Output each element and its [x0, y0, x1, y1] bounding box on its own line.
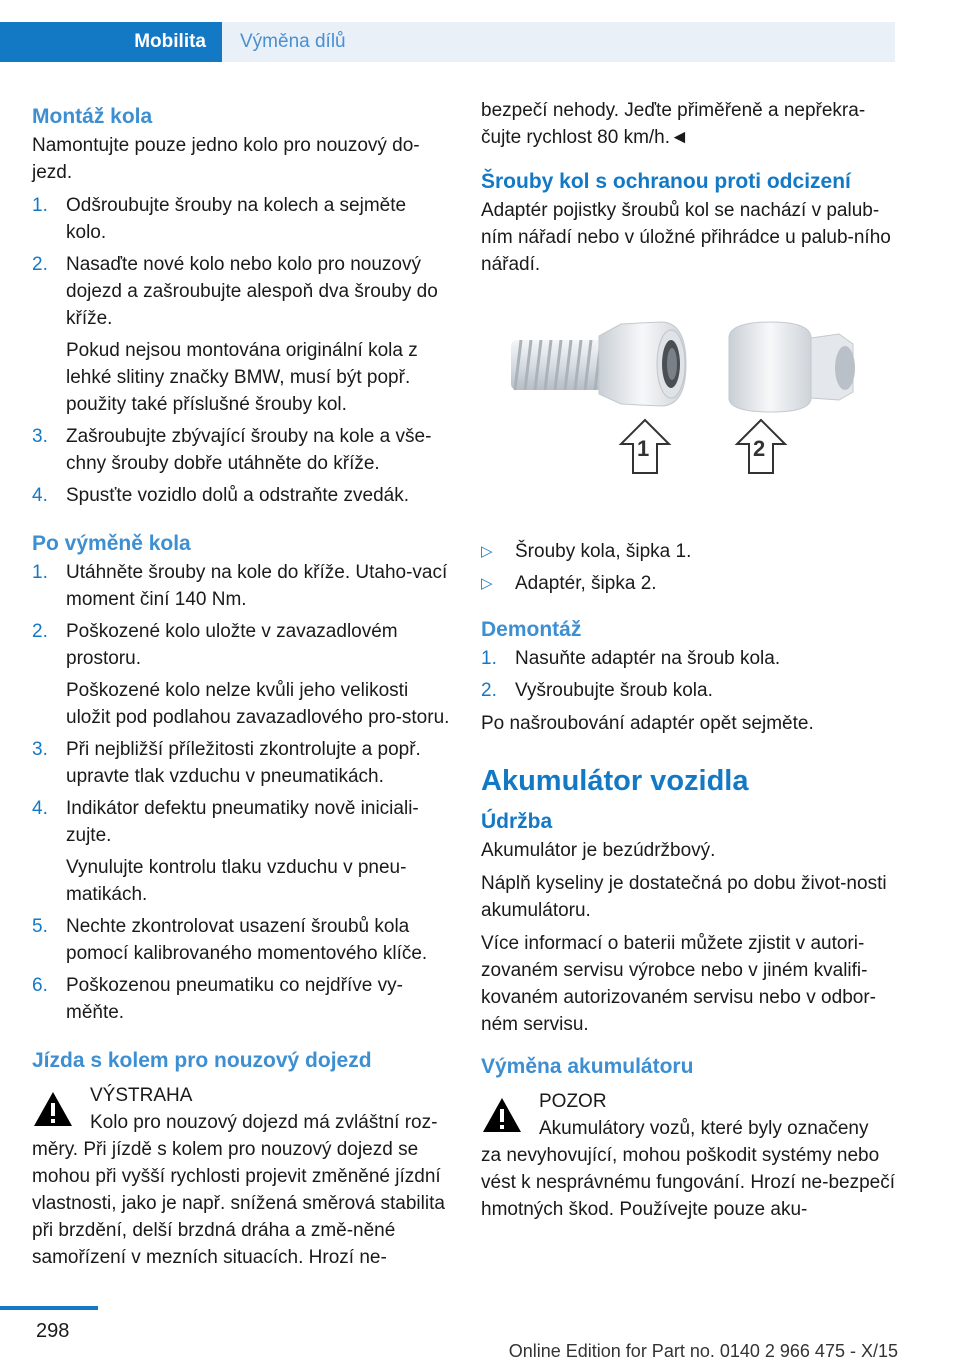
step-number: 2. [481, 680, 497, 701]
list-item [481, 645, 899, 672]
header-tabbar [0, 22, 895, 62]
legend-item [481, 538, 899, 565]
step-text: Poškozenou pneumatiku co nejdříve vy-měňte. [66, 975, 403, 1023]
page-number: 298 [36, 1320, 70, 1342]
list-item [32, 972, 450, 1026]
caution-line1: Akumulátory vozů, které byly označeny [539, 1118, 869, 1139]
legend-text: Adaptér, šipka 2. [515, 573, 657, 594]
heading-vymena-akumulatoru: Výměna akumulátoru [481, 1055, 694, 1078]
continued-paragraph: bezpečí nehody. Jeďte přiměřeně a nepřekra-čujte rychlost 80 km/h.◄ [481, 100, 866, 148]
warning-title: VÝSTRAHA [90, 1085, 193, 1106]
figure-label-2: 2 [753, 436, 766, 461]
step-text: Poškozené kolo uložte v zavazadlovém prostoru. [66, 621, 398, 669]
caution-title: POZOR [539, 1091, 607, 1112]
step-text: Vyšroubujte šroub kola. [515, 680, 713, 701]
step-number: 1. [32, 195, 48, 216]
bolt-adapter-illustration [481, 308, 899, 518]
step-text: Nechte zkontrolovat usazení šroubů kola pomocí kalibrovaného momentového klíče. [66, 916, 428, 964]
tab-mobilita[interactable]: Mobilita [0, 22, 222, 62]
heading-demontaz: Demontáž [481, 618, 582, 641]
warning-block [32, 1082, 450, 1271]
step-number: 2. [32, 621, 48, 642]
warning-text: měry. Při jízdě s kolem pro nouzový dojezd se mohou při vyšší rychlosti projevit změněné jízdní vlastnosti, jako je např. snížená směrová stabilita při brzdění, delší brzdná dráha a změ-něné samořízení v mezních situacích. Hrozí ne- [32, 1139, 445, 1268]
heading-srouby-ochrana: Šrouby kol s ochranou proti odcizení [481, 170, 851, 193]
triangle-bullet-icon: ▷ [481, 575, 493, 592]
legend-text: Šrouby kola, šipka 1. [515, 541, 692, 562]
battery-p3: Více informací o baterii můžete zjistit v autori-zovaném servisu výrobce nebo v jiném kvalifi-kovaném autorizovaném servisu nebo v odbor-ném servisu. [481, 933, 876, 1035]
right-column [481, 97, 899, 1223]
step-text: Zašroubujte zbývající šrouby na kole a vše-chny šrouby dobře utáhněte do kříže. [66, 426, 432, 474]
step-number: 2. [32, 254, 48, 275]
demontaz-note: Po našroubování adaptér opět sejměte. [481, 713, 814, 734]
adapter-paragraph: Adaptér pojistky šroubů kol se nachází v palub-ním nářadí nebo v úložné přihrádce u palub-ního nářadí. [481, 200, 891, 275]
step-number: 4. [32, 485, 48, 506]
edition-text: Online Edition for Part no. 0140 2 966 475 - X/15 [508, 1341, 898, 1361]
footer-accent-line [0, 1306, 98, 1310]
step-note: Poškozené kolo nelze kvůli jeho velikosti uložit pod podlahou zavazadlového pro-storu. [66, 680, 450, 728]
list-item [481, 677, 899, 704]
step-number: 1. [481, 648, 497, 669]
step-text: Indikátor defektu pneumatiky nově iniciali-zujte. [66, 798, 419, 846]
list-item [32, 559, 450, 613]
step-note: Pokud nejsou montována originální kola z lehké slitiny značky BMW, musí být popř. použity také příslušné šrouby kol. [66, 340, 418, 415]
step-number: 5. [32, 916, 48, 937]
battery-p2: Náplň kyseliny je dostatečná po dobu život-nosti akumulátoru. [481, 873, 887, 921]
step-text: Odšroubujte šrouby na kolech a sejměte kolo. [66, 195, 407, 243]
steps-mount [32, 192, 450, 509]
list-item [32, 251, 450, 418]
step-number: 3. [32, 739, 48, 760]
list-item [32, 618, 450, 731]
heading-po-vymene: Po výměně kola [32, 532, 191, 555]
steps-demontaz [481, 645, 899, 704]
step-text: Nasuňte adaptér na šroub kola. [515, 648, 781, 669]
section-title-akumulator: Akumulátor vozidla [481, 765, 749, 797]
figure-legend [481, 538, 899, 597]
heading-udrzba: Údržba [481, 810, 553, 833]
step-number: 4. [32, 798, 48, 819]
heading-jizda-nouzovy: Jízda s kolem pro nouzový dojezd [32, 1049, 372, 1072]
list-item [32, 913, 450, 967]
bolt-thread [511, 340, 603, 390]
tab-vymena-dilu[interactable]: Výměna dílů [222, 22, 895, 62]
step-note: Vynulujte kontrolu tlaku vzduchu v pneu-matikách. [66, 857, 407, 905]
list-item [32, 795, 450, 908]
step-number: 1. [32, 562, 48, 583]
steps-after [32, 559, 450, 1026]
triangle-bullet-icon: ▷ [481, 543, 493, 560]
step-text: Nasaďte nové kolo nebo kolo pro nouzový dojezd a zašroubujte alespoň dva šrouby do kříže. [66, 254, 438, 329]
step-number: 3. [32, 426, 48, 447]
step-text: Při nejbližší příležitosti zkontrolujte a popř. upravte tlak vzduchu v pneumatikách. [66, 739, 421, 787]
legend-item [481, 570, 899, 597]
step-text: Spusťte vozidlo dolů a odstraňte zvedák. [66, 485, 410, 506]
list-item [32, 423, 450, 477]
step-number: 6. [32, 975, 48, 996]
warning-line1: Kolo pro nouzový dojezd má zvláštní roz- [90, 1112, 438, 1133]
warning-icon [481, 1096, 523, 1134]
caution-text: za nevyhovující, mohou poškodit systémy nebo vést k nesprávnému fungování. Hrozí ne-bezpečí hmotných škod. Používejte pouze aku- [481, 1145, 896, 1220]
figure-wheel-bolt-adapter [481, 308, 899, 518]
battery-p1: Akumulátor je bezúdržbový. [481, 840, 716, 861]
list-item [32, 192, 450, 246]
warning-icon [32, 1090, 74, 1128]
list-item [32, 482, 450, 509]
figure-label-1: 1 [637, 436, 650, 461]
list-item [32, 736, 450, 790]
heading-montaz-kola: Montáž kola [32, 105, 153, 128]
step-text: Utáhněte šrouby na kole do kříže. Utaho-vací moment činí 140 Nm. [66, 562, 448, 610]
intro-paragraph: Namontujte pouze jedno kolo pro nouzový do-jezd. [32, 135, 420, 183]
left-column [32, 102, 450, 1271]
caution-block [481, 1088, 899, 1223]
